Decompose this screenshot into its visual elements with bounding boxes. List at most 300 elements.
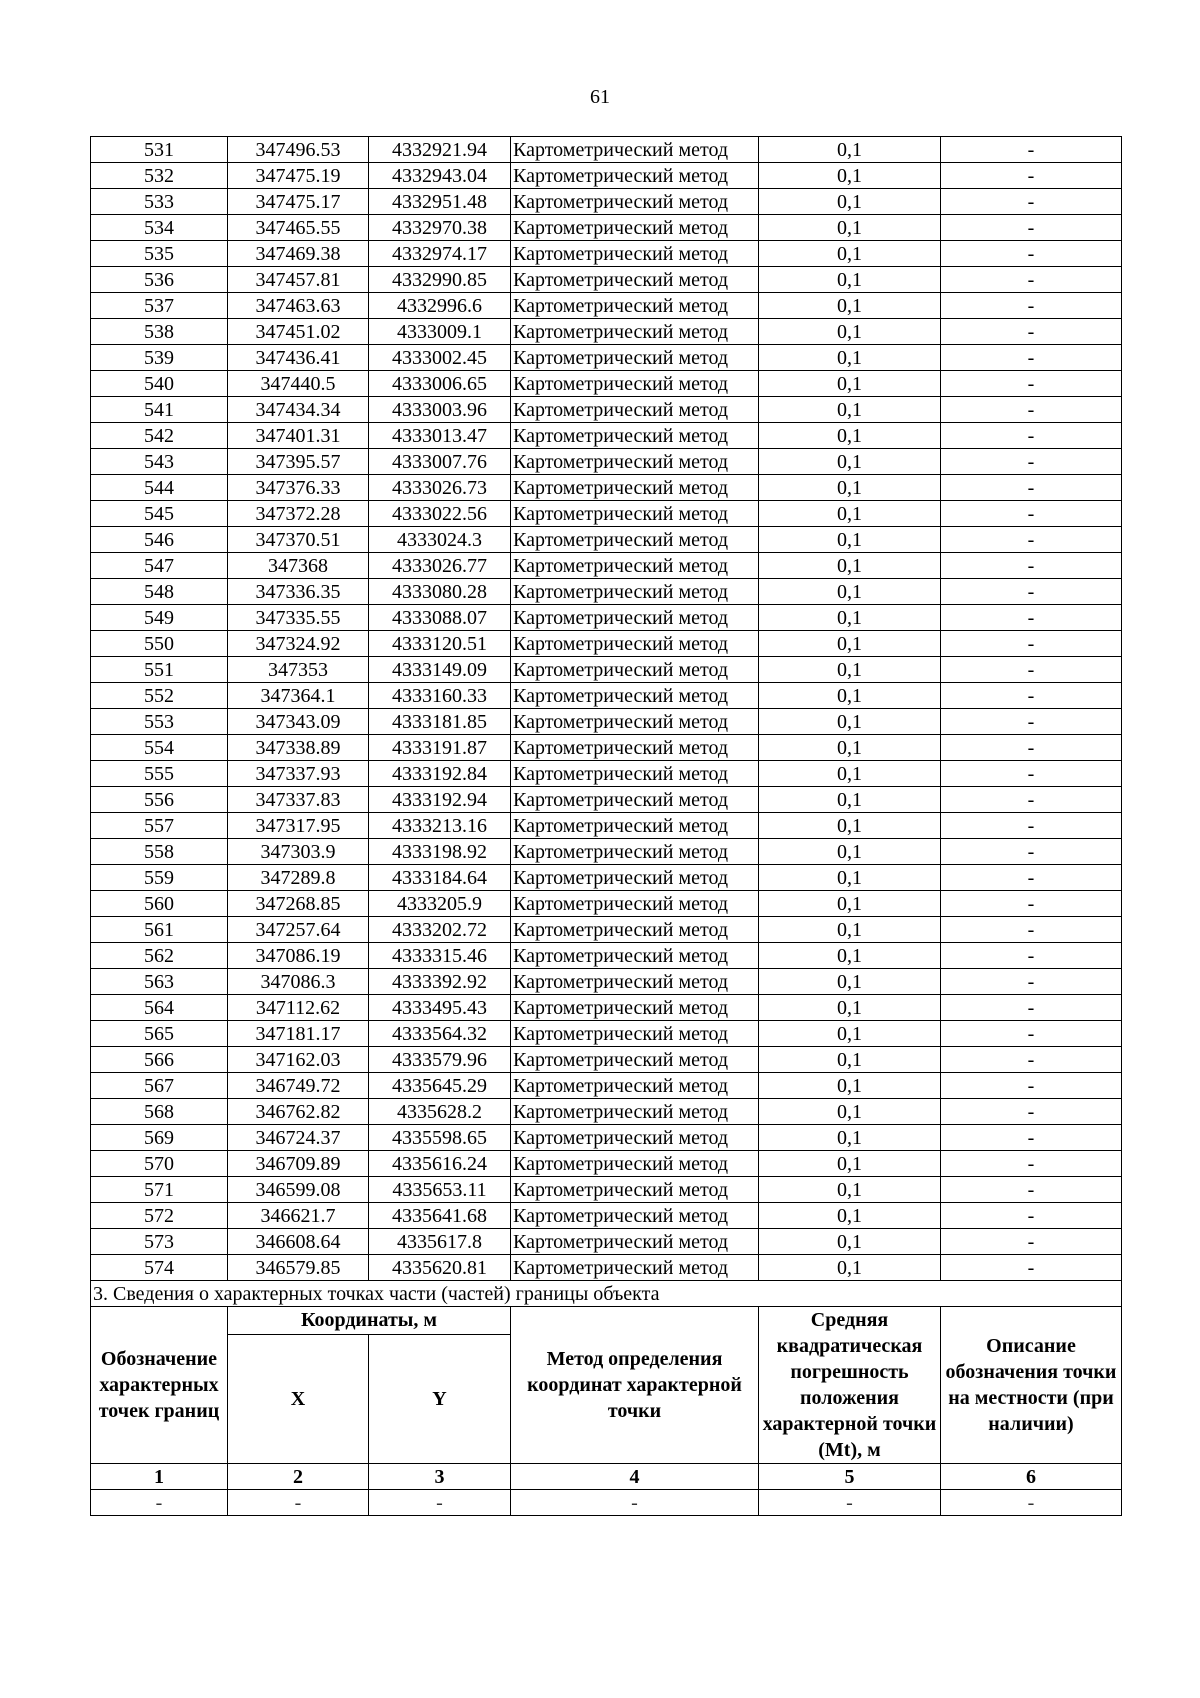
y-coordinate-cell: 4333003.96 [369, 397, 511, 423]
description-cell: - [941, 553, 1122, 579]
x-coordinate-cell: 347376.33 [228, 475, 369, 501]
point-id-cell: 539 [91, 345, 228, 371]
y-coordinate-cell: 4332990.85 [369, 267, 511, 293]
mean-error-cell: 0,1 [759, 917, 941, 943]
y-coordinate-cell: 4333205.9 [369, 891, 511, 917]
section-title-row [91, 1281, 1122, 1307]
point-id-cell: 549 [91, 605, 228, 631]
y-coordinate-cell: 4333002.45 [369, 345, 511, 371]
mean-error-cell: 0,1 [759, 813, 941, 839]
table-row [91, 1203, 1122, 1229]
point-id-cell: 563 [91, 969, 228, 995]
method-cell: Картометрический метод [511, 995, 759, 1021]
x-coordinate-cell: 347469.38 [228, 241, 369, 267]
method-cell: Картометрический метод [511, 787, 759, 813]
description-cell: - [941, 397, 1122, 423]
table-row [91, 423, 1122, 449]
method-cell: Картометрический метод [511, 1099, 759, 1125]
y-coordinate-cell: 4335598.65 [369, 1125, 511, 1151]
empty-row [91, 1490, 1122, 1516]
y-coordinate-cell: 4332996.6 [369, 293, 511, 319]
description-cell: - [941, 709, 1122, 735]
table-row [91, 241, 1122, 267]
point-id-cell: 560 [91, 891, 228, 917]
empty-cell: - [91, 1490, 228, 1516]
mean-error-cell: 0,1 [759, 423, 941, 449]
description-cell: - [941, 241, 1122, 267]
description-cell: - [941, 371, 1122, 397]
mean-error-cell: 0,1 [759, 631, 941, 657]
method-cell: Картометрический метод [511, 345, 759, 371]
empty-cell: - [511, 1490, 759, 1516]
method-cell: Картометрический метод [511, 735, 759, 761]
mean-error-cell: 0,1 [759, 683, 941, 709]
mean-error-cell: 0,1 [759, 943, 941, 969]
table-row [91, 683, 1122, 709]
y-coordinate-cell: 4333022.56 [369, 501, 511, 527]
x-coordinate-cell: 347475.17 [228, 189, 369, 215]
header-row-1 [91, 1307, 1122, 1335]
method-cell: Картометрический метод [511, 1073, 759, 1099]
table-row [91, 761, 1122, 787]
boundary-points-table [90, 136, 1122, 1516]
method-cell: Картометрический метод [511, 917, 759, 943]
mean-error-cell: 0,1 [759, 1229, 941, 1255]
method-cell: Картометрический метод [511, 553, 759, 579]
description-cell: - [941, 1125, 1122, 1151]
table-row [91, 1151, 1122, 1177]
point-id-cell: 546 [91, 527, 228, 553]
point-id-cell: 538 [91, 319, 228, 345]
description-cell: - [941, 943, 1122, 969]
point-id-cell: 559 [91, 865, 228, 891]
description-cell: - [941, 917, 1122, 943]
table-row [91, 995, 1122, 1021]
table-row [91, 1073, 1122, 1099]
y-coordinate-cell: 4332974.17 [369, 241, 511, 267]
description-cell: - [941, 267, 1122, 293]
table-row [91, 267, 1122, 293]
table-row [91, 371, 1122, 397]
x-coordinate-cell: 347401.31 [228, 423, 369, 449]
mean-error-cell: 0,1 [759, 1177, 941, 1203]
x-coordinate-cell: 347289.8 [228, 865, 369, 891]
x-coordinate-cell: 346599.08 [228, 1177, 369, 1203]
table-row [91, 631, 1122, 657]
table-row [91, 475, 1122, 501]
point-id-cell: 542 [91, 423, 228, 449]
point-id-cell: 545 [91, 501, 228, 527]
table-row [91, 345, 1122, 371]
description-cell: - [941, 657, 1122, 683]
method-cell: Картометрический метод [511, 527, 759, 553]
y-coordinate-cell: 4333013.47 [369, 423, 511, 449]
mean-error-cell: 0,1 [759, 605, 941, 631]
table-row [91, 865, 1122, 891]
header-description: Описание обозначения точки на местности (при наличии) [941, 1307, 1122, 1464]
mean-error-cell: 0,1 [759, 1255, 941, 1281]
table-row [91, 813, 1122, 839]
table-row [91, 1255, 1122, 1281]
description-cell: - [941, 891, 1122, 917]
x-coordinate-cell: 347457.81 [228, 267, 369, 293]
method-cell: Картометрический метод [511, 1151, 759, 1177]
point-id-cell: 544 [91, 475, 228, 501]
column-number: 1 [91, 1464, 228, 1490]
x-coordinate-cell: 346709.89 [228, 1151, 369, 1177]
description-cell: - [941, 787, 1122, 813]
table-row [91, 969, 1122, 995]
method-cell: Картометрический метод [511, 423, 759, 449]
method-cell: Картометрический метод [511, 1047, 759, 1073]
description-cell: - [941, 735, 1122, 761]
description-cell: - [941, 475, 1122, 501]
x-coordinate-cell: 347370.51 [228, 527, 369, 553]
point-id-cell: 564 [91, 995, 228, 1021]
table-row [91, 1177, 1122, 1203]
x-coordinate-cell: 347324.92 [228, 631, 369, 657]
point-id-cell: 552 [91, 683, 228, 709]
y-coordinate-cell: 4333198.92 [369, 839, 511, 865]
point-id-cell: 537 [91, 293, 228, 319]
point-id-cell: 571 [91, 1177, 228, 1203]
section-3-title: 3. Сведения о характерных точках части (частей) границы объекта [91, 1281, 1122, 1307]
method-cell: Картометрический метод [511, 501, 759, 527]
description-cell: - [941, 995, 1122, 1021]
point-id-cell: 558 [91, 839, 228, 865]
header-x: X [228, 1334, 369, 1463]
point-id-cell: 534 [91, 215, 228, 241]
table-row [91, 397, 1122, 423]
y-coordinate-cell: 4333088.07 [369, 605, 511, 631]
point-id-cell: 533 [91, 189, 228, 215]
method-cell: Картометрический метод [511, 293, 759, 319]
table-row [91, 657, 1122, 683]
header-mean-error: Средняя квадратическая погрешность положения характерной точки (Mt), м [759, 1307, 941, 1464]
description-cell: - [941, 579, 1122, 605]
y-coordinate-cell: 4333149.09 [369, 657, 511, 683]
y-coordinate-cell: 4333080.28 [369, 579, 511, 605]
mean-error-cell: 0,1 [759, 969, 941, 995]
point-id-cell: 554 [91, 735, 228, 761]
mean-error-cell: 0,1 [759, 787, 941, 813]
point-id-cell: 540 [91, 371, 228, 397]
table-row [91, 943, 1122, 969]
table-row [91, 553, 1122, 579]
method-cell: Картометрический метод [511, 241, 759, 267]
x-coordinate-cell: 347317.95 [228, 813, 369, 839]
table-row [91, 605, 1122, 631]
method-cell: Картометрический метод [511, 137, 759, 163]
description-cell: - [941, 189, 1122, 215]
y-coordinate-cell: 4333564.32 [369, 1021, 511, 1047]
mean-error-cell: 0,1 [759, 1047, 941, 1073]
table-row [91, 319, 1122, 345]
x-coordinate-cell: 347268.85 [228, 891, 369, 917]
point-id-cell: 550 [91, 631, 228, 657]
x-coordinate-cell: 347343.09 [228, 709, 369, 735]
table-body [91, 137, 1122, 1281]
table-row [91, 839, 1122, 865]
table-row [91, 501, 1122, 527]
description-cell: - [941, 1177, 1122, 1203]
description-cell: - [941, 631, 1122, 657]
y-coordinate-cell: 4333160.33 [369, 683, 511, 709]
method-cell: Картометрический метод [511, 1229, 759, 1255]
x-coordinate-cell: 347257.64 [228, 917, 369, 943]
table-row [91, 891, 1122, 917]
mean-error-cell: 0,1 [759, 189, 941, 215]
description-cell: - [941, 293, 1122, 319]
column-number: 5 [759, 1464, 941, 1490]
y-coordinate-cell: 4332921.94 [369, 137, 511, 163]
x-coordinate-cell: 347364.1 [228, 683, 369, 709]
table-row [91, 189, 1122, 215]
table-row [91, 1125, 1122, 1151]
y-coordinate-cell: 4333192.94 [369, 787, 511, 813]
header-coordinates: Координаты, м [228, 1307, 511, 1335]
table-row [91, 787, 1122, 813]
description-cell: - [941, 501, 1122, 527]
mean-error-cell: 0,1 [759, 475, 941, 501]
point-id-cell: 561 [91, 917, 228, 943]
y-coordinate-cell: 4333026.77 [369, 553, 511, 579]
point-id-cell: 574 [91, 1255, 228, 1281]
mean-error-cell: 0,1 [759, 1203, 941, 1229]
description-cell: - [941, 1021, 1122, 1047]
mean-error-cell: 0,1 [759, 215, 941, 241]
table-row [91, 1021, 1122, 1047]
mean-error-cell: 0,1 [759, 1151, 941, 1177]
description-cell: - [941, 813, 1122, 839]
point-id-cell: 531 [91, 137, 228, 163]
point-id-cell: 567 [91, 1073, 228, 1099]
point-id-cell: 565 [91, 1021, 228, 1047]
y-coordinate-cell: 4333184.64 [369, 865, 511, 891]
method-cell: Картометрический метод [511, 1203, 759, 1229]
description-cell: - [941, 1099, 1122, 1125]
point-id-cell: 543 [91, 449, 228, 475]
description-cell: - [941, 761, 1122, 787]
y-coordinate-cell: 4335645.29 [369, 1073, 511, 1099]
mean-error-cell: 0,1 [759, 995, 941, 1021]
mean-error-cell: 0,1 [759, 241, 941, 267]
section-3 [91, 1281, 1122, 1516]
x-coordinate-cell: 347451.02 [228, 319, 369, 345]
mean-error-cell: 0,1 [759, 163, 941, 189]
mean-error-cell: 0,1 [759, 137, 941, 163]
method-cell: Картометрический метод [511, 943, 759, 969]
table-row [91, 293, 1122, 319]
y-coordinate-cell: 4333191.87 [369, 735, 511, 761]
y-coordinate-cell: 4332951.48 [369, 189, 511, 215]
description-cell: - [941, 839, 1122, 865]
table-row [91, 137, 1122, 163]
description-cell: - [941, 345, 1122, 371]
x-coordinate-cell: 347434.34 [228, 397, 369, 423]
y-coordinate-cell: 4335616.24 [369, 1151, 511, 1177]
x-coordinate-cell: 347463.63 [228, 293, 369, 319]
empty-cell: - [228, 1490, 369, 1516]
method-cell: Картометрический метод [511, 1021, 759, 1047]
point-id-cell: 557 [91, 813, 228, 839]
y-coordinate-cell: 4333007.76 [369, 449, 511, 475]
description-cell: - [941, 449, 1122, 475]
method-cell: Картометрический метод [511, 1177, 759, 1203]
point-id-cell: 553 [91, 709, 228, 735]
x-coordinate-cell: 346579.85 [228, 1255, 369, 1281]
x-coordinate-cell: 347336.35 [228, 579, 369, 605]
x-coordinate-cell: 347496.53 [228, 137, 369, 163]
mean-error-cell: 0,1 [759, 1125, 941, 1151]
method-cell: Картометрический метод [511, 709, 759, 735]
table-row [91, 215, 1122, 241]
mean-error-cell: 0,1 [759, 371, 941, 397]
method-cell: Картометрический метод [511, 1255, 759, 1281]
table-row [91, 579, 1122, 605]
mean-error-cell: 0,1 [759, 345, 941, 371]
method-cell: Картометрический метод [511, 371, 759, 397]
y-coordinate-cell: 4335617.8 [369, 1229, 511, 1255]
x-coordinate-cell: 347338.89 [228, 735, 369, 761]
x-coordinate-cell: 347086.3 [228, 969, 369, 995]
header-y: Y [369, 1334, 511, 1463]
x-coordinate-cell: 347303.9 [228, 839, 369, 865]
mean-error-cell: 0,1 [759, 501, 941, 527]
point-id-cell: 572 [91, 1203, 228, 1229]
method-cell: Картометрический метод [511, 891, 759, 917]
y-coordinate-cell: 4333192.84 [369, 761, 511, 787]
method-cell: Картометрический метод [511, 605, 759, 631]
y-coordinate-cell: 4333579.96 [369, 1047, 511, 1073]
method-cell: Картометрический метод [511, 631, 759, 657]
y-coordinate-cell: 4333202.72 [369, 917, 511, 943]
description-cell: - [941, 423, 1122, 449]
method-cell: Картометрический метод [511, 475, 759, 501]
point-id-cell: 555 [91, 761, 228, 787]
mean-error-cell: 0,1 [759, 865, 941, 891]
method-cell: Картометрический метод [511, 657, 759, 683]
x-coordinate-cell: 347353 [228, 657, 369, 683]
empty-cell: - [759, 1490, 941, 1516]
x-coordinate-cell: 347337.93 [228, 761, 369, 787]
method-cell: Картометрический метод [511, 865, 759, 891]
method-cell: Картометрический метод [511, 189, 759, 215]
x-coordinate-cell: 347440.5 [228, 371, 369, 397]
mean-error-cell: 0,1 [759, 839, 941, 865]
method-cell: Картометрический метод [511, 683, 759, 709]
mean-error-cell: 0,1 [759, 1021, 941, 1047]
method-cell: Картометрический метод [511, 839, 759, 865]
method-cell: Картометрический метод [511, 579, 759, 605]
y-coordinate-cell: 4335620.81 [369, 1255, 511, 1281]
x-coordinate-cell: 347181.17 [228, 1021, 369, 1047]
y-coordinate-cell: 4333120.51 [369, 631, 511, 657]
y-coordinate-cell: 4333495.43 [369, 995, 511, 1021]
x-coordinate-cell: 346749.72 [228, 1073, 369, 1099]
mean-error-cell: 0,1 [759, 527, 941, 553]
mean-error-cell: 0,1 [759, 1073, 941, 1099]
method-cell: Картометрический метод [511, 397, 759, 423]
x-coordinate-cell: 346724.37 [228, 1125, 369, 1151]
y-coordinate-cell: 4333181.85 [369, 709, 511, 735]
method-cell: Картометрический метод [511, 761, 759, 787]
method-cell: Картометрический метод [511, 449, 759, 475]
mean-error-cell: 0,1 [759, 1099, 941, 1125]
column-number: 3 [369, 1464, 511, 1490]
point-id-cell: 569 [91, 1125, 228, 1151]
header-point-designation: Обозначение характерных точек границ [91, 1307, 228, 1464]
mean-error-cell: 0,1 [759, 319, 941, 345]
x-coordinate-cell: 347465.55 [228, 215, 369, 241]
page-number: 61 [590, 86, 610, 108]
mean-error-cell: 0,1 [759, 891, 941, 917]
description-cell: - [941, 527, 1122, 553]
y-coordinate-cell: 4333315.46 [369, 943, 511, 969]
x-coordinate-cell: 347337.83 [228, 787, 369, 813]
description-cell: - [941, 605, 1122, 631]
mean-error-cell: 0,1 [759, 657, 941, 683]
x-coordinate-cell: 347112.62 [228, 995, 369, 1021]
mean-error-cell: 0,1 [759, 553, 941, 579]
x-coordinate-cell: 347436.41 [228, 345, 369, 371]
description-cell: - [941, 1255, 1122, 1281]
point-id-cell: 566 [91, 1047, 228, 1073]
description-cell: - [941, 1151, 1122, 1177]
method-cell: Картометрический метод [511, 163, 759, 189]
x-coordinate-cell: 346608.64 [228, 1229, 369, 1255]
x-coordinate-cell: 347395.57 [228, 449, 369, 475]
column-number: 2 [228, 1464, 369, 1490]
x-coordinate-cell: 347475.19 [228, 163, 369, 189]
description-cell: - [941, 865, 1122, 891]
description-cell: - [941, 1229, 1122, 1255]
mean-error-cell: 0,1 [759, 709, 941, 735]
method-cell: Картометрический метод [511, 215, 759, 241]
x-coordinate-cell: 346762.82 [228, 1099, 369, 1125]
y-coordinate-cell: 4332970.38 [369, 215, 511, 241]
point-id-cell: 570 [91, 1151, 228, 1177]
point-id-cell: 547 [91, 553, 228, 579]
point-id-cell: 562 [91, 943, 228, 969]
y-coordinate-cell: 4333392.92 [369, 969, 511, 995]
description-cell: - [941, 137, 1122, 163]
x-coordinate-cell: 347162.03 [228, 1047, 369, 1073]
point-id-cell: 573 [91, 1229, 228, 1255]
method-cell: Картометрический метод [511, 813, 759, 839]
point-id-cell: 535 [91, 241, 228, 267]
mean-error-cell: 0,1 [759, 293, 941, 319]
mean-error-cell: 0,1 [759, 449, 941, 475]
mean-error-cell: 0,1 [759, 761, 941, 787]
header-method: Метод определения координат характерной точки [511, 1307, 759, 1464]
y-coordinate-cell: 4333026.73 [369, 475, 511, 501]
table-row [91, 163, 1122, 189]
point-id-cell: 568 [91, 1099, 228, 1125]
point-id-cell: 536 [91, 267, 228, 293]
method-cell: Картометрический метод [511, 267, 759, 293]
table-row [91, 709, 1122, 735]
table-row [91, 917, 1122, 943]
point-id-cell: 548 [91, 579, 228, 605]
table-row [91, 527, 1122, 553]
point-id-cell: 556 [91, 787, 228, 813]
x-coordinate-cell: 347086.19 [228, 943, 369, 969]
y-coordinate-cell: 4335653.11 [369, 1177, 511, 1203]
method-cell: Картометрический метод [511, 1125, 759, 1151]
x-coordinate-cell: 347368 [228, 553, 369, 579]
description-cell: - [941, 319, 1122, 345]
